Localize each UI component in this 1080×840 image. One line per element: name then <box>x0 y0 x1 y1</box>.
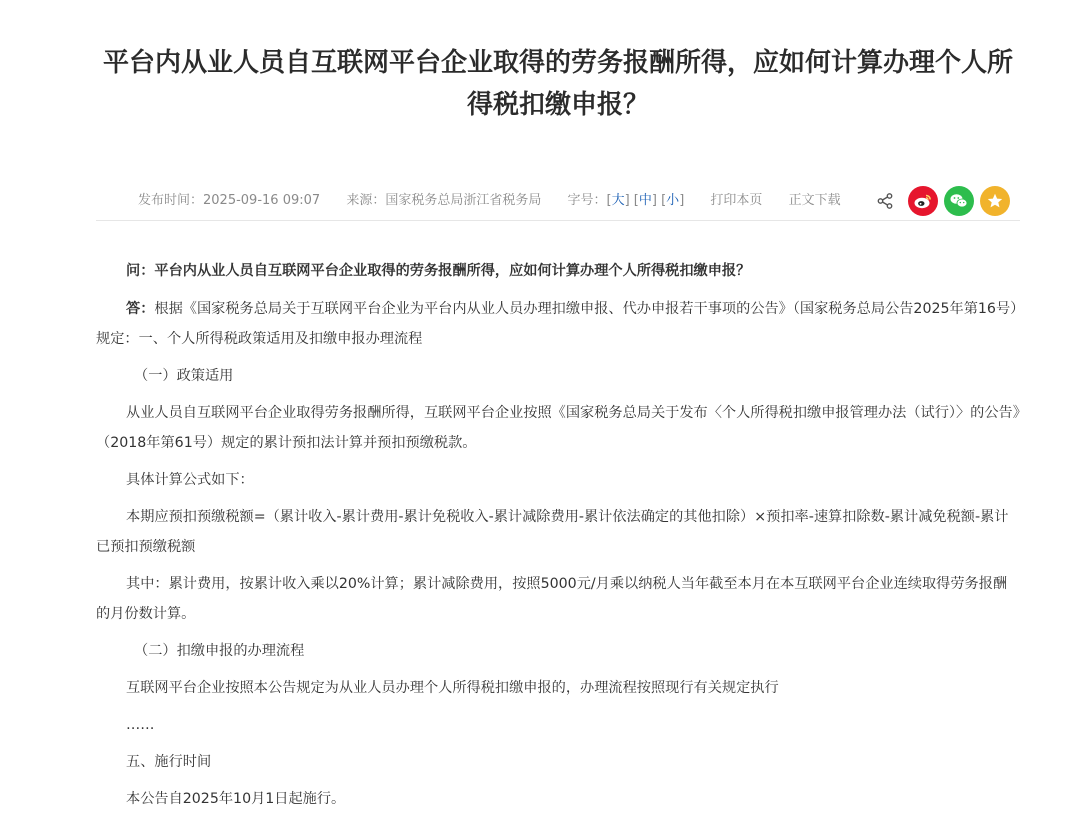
share-icon[interactable] <box>876 192 894 210</box>
answer-text: 根据《国家税务总局关于互联网平台企业为平台内从业人员办理扣缴申报、代办申报若干事项的公告》（国家税务总局公告2025年第16号）规定：一、个人所得税政策适用及扣缴申报办理流程 <box>96 301 1018 347</box>
print-page-link[interactable]: 打印本页 <box>710 193 763 208</box>
paragraph-policy: 从业人员自互联网平台企业取得劳务报酬所得，互联网平台企业按照《国家税务总局关于发布〈个人所得税扣缴申报管理办法（试行）〉的公告》（2018年第61号）规定的累计预扣法计算并预扣预缴税款。 <box>96 405 1020 451</box>
question-text: 问：平台内从业人员自互联网平台企业取得的劳务报酬所得，应如何计算办理个人所得税扣缴申报？ <box>126 263 751 279</box>
wechat-icon <box>949 192 969 210</box>
paragraph-notes: 其中：累计费用，按累计收入乘以20%计算；累计减除费用，按照5000元/月乘以纳税人当年截至本月在本互联网平台企业连续取得劳务报酬的月份数计算。 <box>96 576 1008 622</box>
source-label: 来源： <box>346 193 386 208</box>
meta-row <box>138 192 841 210</box>
bracket: ] [ <box>651 193 667 208</box>
article-meta-bar <box>96 184 1020 221</box>
publish-date: 2025-09-16 09:07 <box>203 193 321 208</box>
share-bar <box>876 185 1010 217</box>
weibo-icon <box>913 192 933 210</box>
font-size-large-button[interactable]: 大 <box>611 193 625 208</box>
publish-label: 发布时间： <box>138 193 204 208</box>
article-body <box>96 256 1020 821</box>
font-size-small-button[interactable]: 小 <box>666 193 680 208</box>
answer-lead: 答： <box>126 301 155 317</box>
bracket: ] [ <box>624 193 639 208</box>
weibo-share-button[interactable] <box>908 186 938 216</box>
source-name: 国家税务总局浙江省税务局 <box>385 193 542 208</box>
font-size-label: 字号： <box>567 193 607 208</box>
section-heading-effective: 五、施行时间 <box>126 754 212 770</box>
favorite-icon <box>986 192 1004 210</box>
favorite-button[interactable] <box>980 186 1010 216</box>
ellipsis-text: …… <box>126 717 155 733</box>
paragraph-formula-intro: 具体计算公式如下： <box>126 472 254 488</box>
section-heading-process: （二）扣缴申报的办理流程 <box>134 643 305 659</box>
paragraph-formula: 本期应预扣预缴税额=（累计收入-累计费用-累计免税收入-累计减除费用-累计依法确定的其他扣除）×预扣率-速算扣除数-累计减免税额-累计已预扣预缴税额 <box>96 509 1009 555</box>
bracket: ] <box>679 193 685 208</box>
paragraph-effective-date: 本公告自2025年10月1日起施行。 <box>126 791 346 807</box>
font-size-medium-button[interactable]: 中 <box>638 193 652 208</box>
paragraph-process: 互联网平台企业按照本公告规定为从业人员办理个人所得税扣缴申报的，办理流程按照现行有关规定执行 <box>126 680 779 696</box>
bracket: [ <box>606 193 612 208</box>
download-text-link[interactable]: 正文下载 <box>788 193 841 208</box>
section-heading-policy: （一）政策适用 <box>134 368 234 384</box>
wechat-share-button[interactable] <box>944 186 974 216</box>
answer-paragraph <box>96 294 1020 354</box>
page-title: 平台内从业人员自互联网平台企业取得的劳务报酬所得，应如何计算办理个人所得税扣缴申报？ <box>102 48 1013 120</box>
